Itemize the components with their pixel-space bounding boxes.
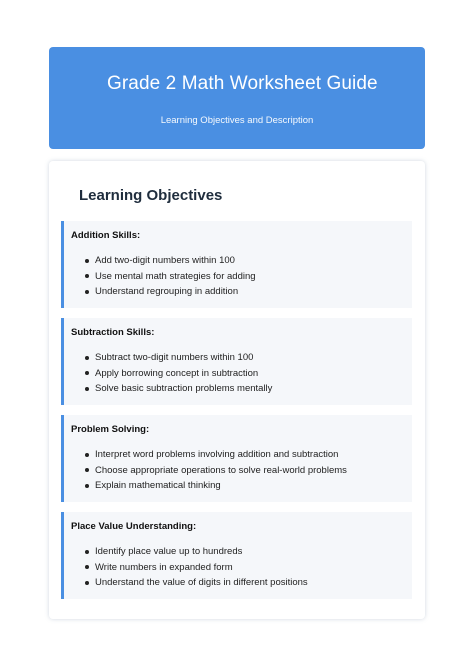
section-problem-solving bbox=[61, 415, 412, 502]
section-place-value bbox=[61, 512, 412, 599]
bullet-icon bbox=[85, 274, 89, 278]
objective-list bbox=[71, 253, 404, 300]
bullet-icon bbox=[85, 259, 89, 263]
list-item: Understand the value of digits in different positions bbox=[85, 575, 404, 591]
page-title: Grade 2 Math Worksheet Guide bbox=[107, 73, 378, 94]
section-subtraction-skills bbox=[61, 318, 412, 405]
objective-list bbox=[71, 447, 404, 494]
list-item: Interpret word problems involving addition and subtraction bbox=[85, 447, 404, 463]
list-item: Add two-digit numbers within 100 bbox=[85, 253, 404, 269]
bullet-icon bbox=[85, 356, 89, 360]
bullet-icon bbox=[85, 468, 89, 472]
objectives-heading: Learning Objectives bbox=[79, 187, 223, 204]
list-item: Choose appropriate operations to solve real-world problems bbox=[85, 463, 404, 479]
objective-list bbox=[71, 544, 404, 591]
bullet-icon bbox=[85, 371, 89, 375]
objectives-card bbox=[49, 161, 425, 619]
list-item: Understand regrouping in addition bbox=[85, 284, 404, 300]
bullet-icon bbox=[85, 565, 89, 569]
page-header bbox=[49, 47, 425, 149]
bullet-icon bbox=[85, 453, 89, 457]
bullet-icon bbox=[85, 484, 89, 488]
list-item: Identify place value up to hundreds bbox=[85, 544, 404, 560]
section-title: Problem Solving: bbox=[71, 424, 150, 435]
list-item: Explain mathematical thinking bbox=[85, 478, 404, 494]
bullet-icon bbox=[85, 550, 89, 554]
list-item: Apply borrowing concept in subtraction bbox=[85, 366, 404, 382]
list-item: Use mental math strategies for adding bbox=[85, 269, 404, 285]
objective-list bbox=[71, 350, 404, 397]
bullet-icon bbox=[85, 581, 89, 585]
section-addition-skills bbox=[61, 221, 412, 308]
list-item: Write numbers in expanded form bbox=[85, 560, 404, 576]
section-title: Addition Skills: bbox=[71, 230, 141, 241]
bullet-icon bbox=[85, 387, 89, 391]
bullet-icon bbox=[85, 290, 89, 294]
list-item: Solve basic subtraction problems mentally bbox=[85, 381, 404, 397]
page-subtitle: Learning Objectives and Description bbox=[160, 115, 314, 126]
section-title: Subtraction Skills: bbox=[71, 327, 155, 338]
list-item: Subtract two-digit numbers within 100 bbox=[85, 350, 404, 366]
section-title: Place Value Understanding: bbox=[71, 521, 197, 532]
